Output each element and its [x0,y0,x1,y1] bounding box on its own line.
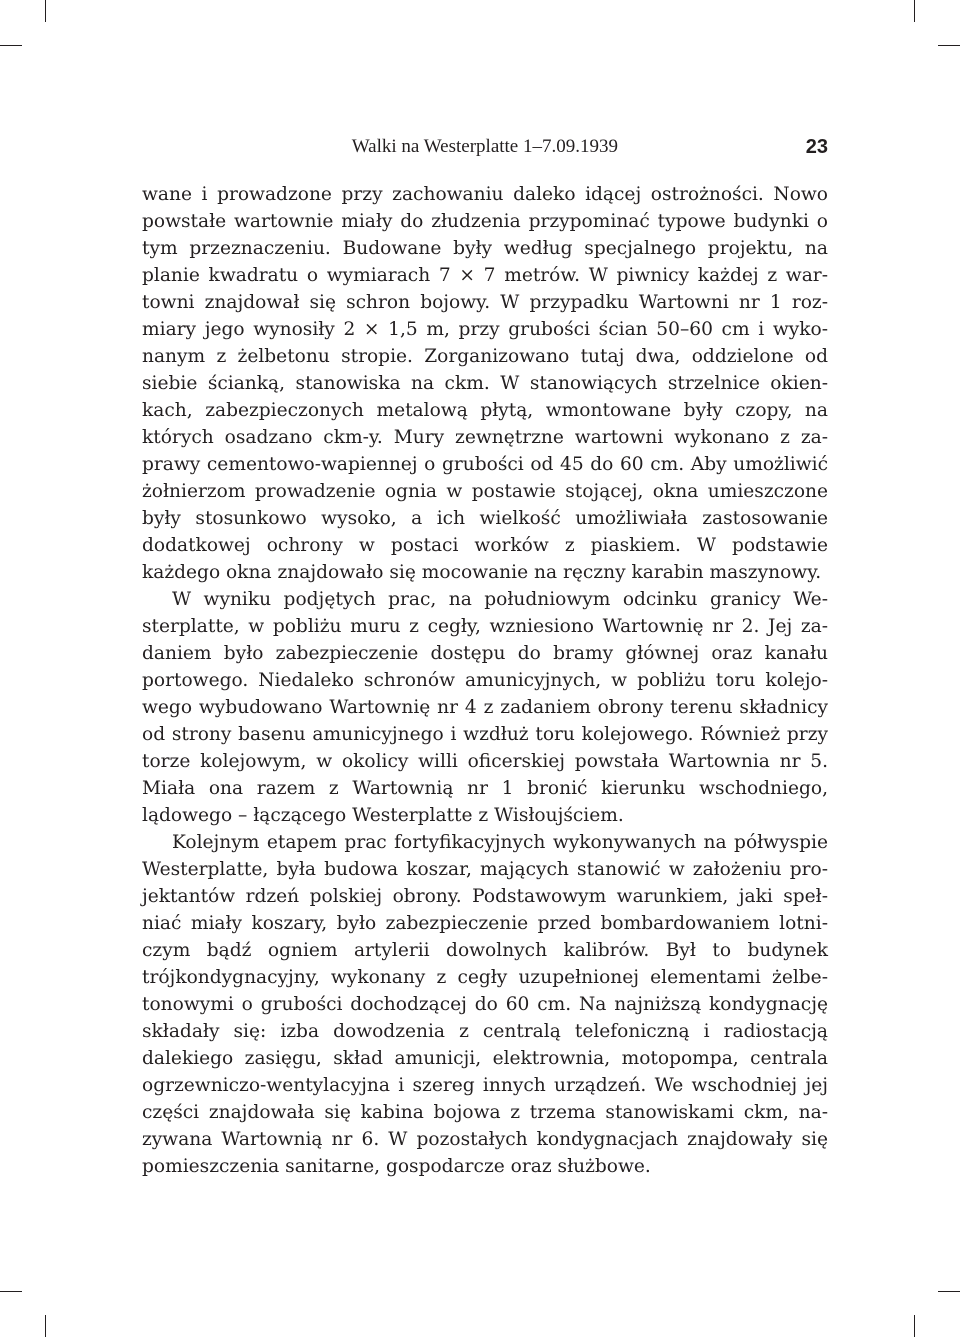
paragraph: wane i prowadzone przy zachowaniu daleko idącej ostrożności. Nowo powstałe wartownie miały do złudzenia przypominać typowe budynki o tym przeznaczeniu. Budowane były według specjalnego projektu, na planie kwadratu o wymiarach 7 × 7 metrów. W piwnicy każdej z wartowni znajdował się schron bojowy. W przypadku Wartowni nr 1 rozmiary jego wynosiły 2 × 1,5 m, przy grubości ścian 50–60 cm i wykonanym z żelbetonu stropie. Zorganizowano tutaj dwa, oddzielone od siebie ścianką, stanowiska na ckm. W stanowiących strzelnice okienkach, zabezpieczonych metalową płytą, wmontowane były czopy, na których osadzano ckm-y. Mury zewnętrzne wartowni wykonano z zaprawy cementowo-wapiennej o grubości od 45 do 60 cm. Aby umożliwić żołnierzom prowadzenie ognia w postawie stojącej, okna umieszczone były stosunkowo wysoko, a ich wielkość umożliwiała zastosowanie dodatkowej ochrony w postaci worków z piaskiem. W podstawie każdego okna znajdowało się mocowanie na ręczny karabin maszynowy. [142,184,828,583]
paragraph: W wyniku podjętych prac, na południowym odcinku granicy Westerplatte, w pobliżu muru z cegły, wzniesiono Wartownię nr 2. Jej zadaniem było zabezpieczenie dostępu do bramy głównej oraz kanału portowego. Niedaleko schronów amunicyjnych, w pobliżu toru kolejowego wybudowano Wartownię nr 4 z zadaniem obrony terenu składnicy od strony basenu amunicyjnego i wzdłuż toru kolejowego. Również przy torze kolejowym, w okolicy willi oficerskiej powstała Wartownia nr 5. Miała ona razem z Wartownią nr 1 bronić kierunku wschodniego, lądowego – łączącego Westerplatte z Wisłoujściem. [142,589,828,826]
crop-mark [914,0,915,22]
crop-mark [0,45,22,46]
body-text [142,181,828,1180]
crop-mark [0,1291,22,1292]
crop-mark [914,1315,915,1337]
paragraph: Kolejnym etapem prac fortyfikacyjnych wykonywanych na półwyspie Westerplatte, była budowa koszar, mających stanowić w założeniu projektantów rdzeń polskiej obrony. Podstawowym warunkiem, jaki spełniać miały koszary, było zabezpieczenie przed bombardowaniem lotniczym bądź ogniem artylerii dowolnych kalibrów. Był to budynek trójkondygnacyjny, wykonany z cegły uzupełnionej elementami żelbetonowymi o grubości dochodzącej do 60 cm. Na najniższą kondygnację składały się: izba dowodzenia z centralą telefoniczną i radiostacją dalekiego zasięgu, skład amunicji, elektrownia, motopompa, centrala ogrzewniczo-wentylacyjna i szereg innych urządzeń. We wschodniej jej części znajdowała się kabina bojowa z trzema stanowiskami ckm, nazywana Wartownią nr 6. W pozostałych kondygnacjach znajdowały się pomieszczenia sanitarne, gospodarcze oraz służbowe. [142,832,828,1177]
crop-mark [938,1291,960,1292]
running-title: Walki na Westerplatte 1–7.09.1939 [351,136,618,157]
crop-mark [45,0,46,22]
page-number: 23 [805,136,828,158]
page-header [142,134,828,160]
crop-mark [938,45,960,46]
crop-mark [45,1315,46,1337]
